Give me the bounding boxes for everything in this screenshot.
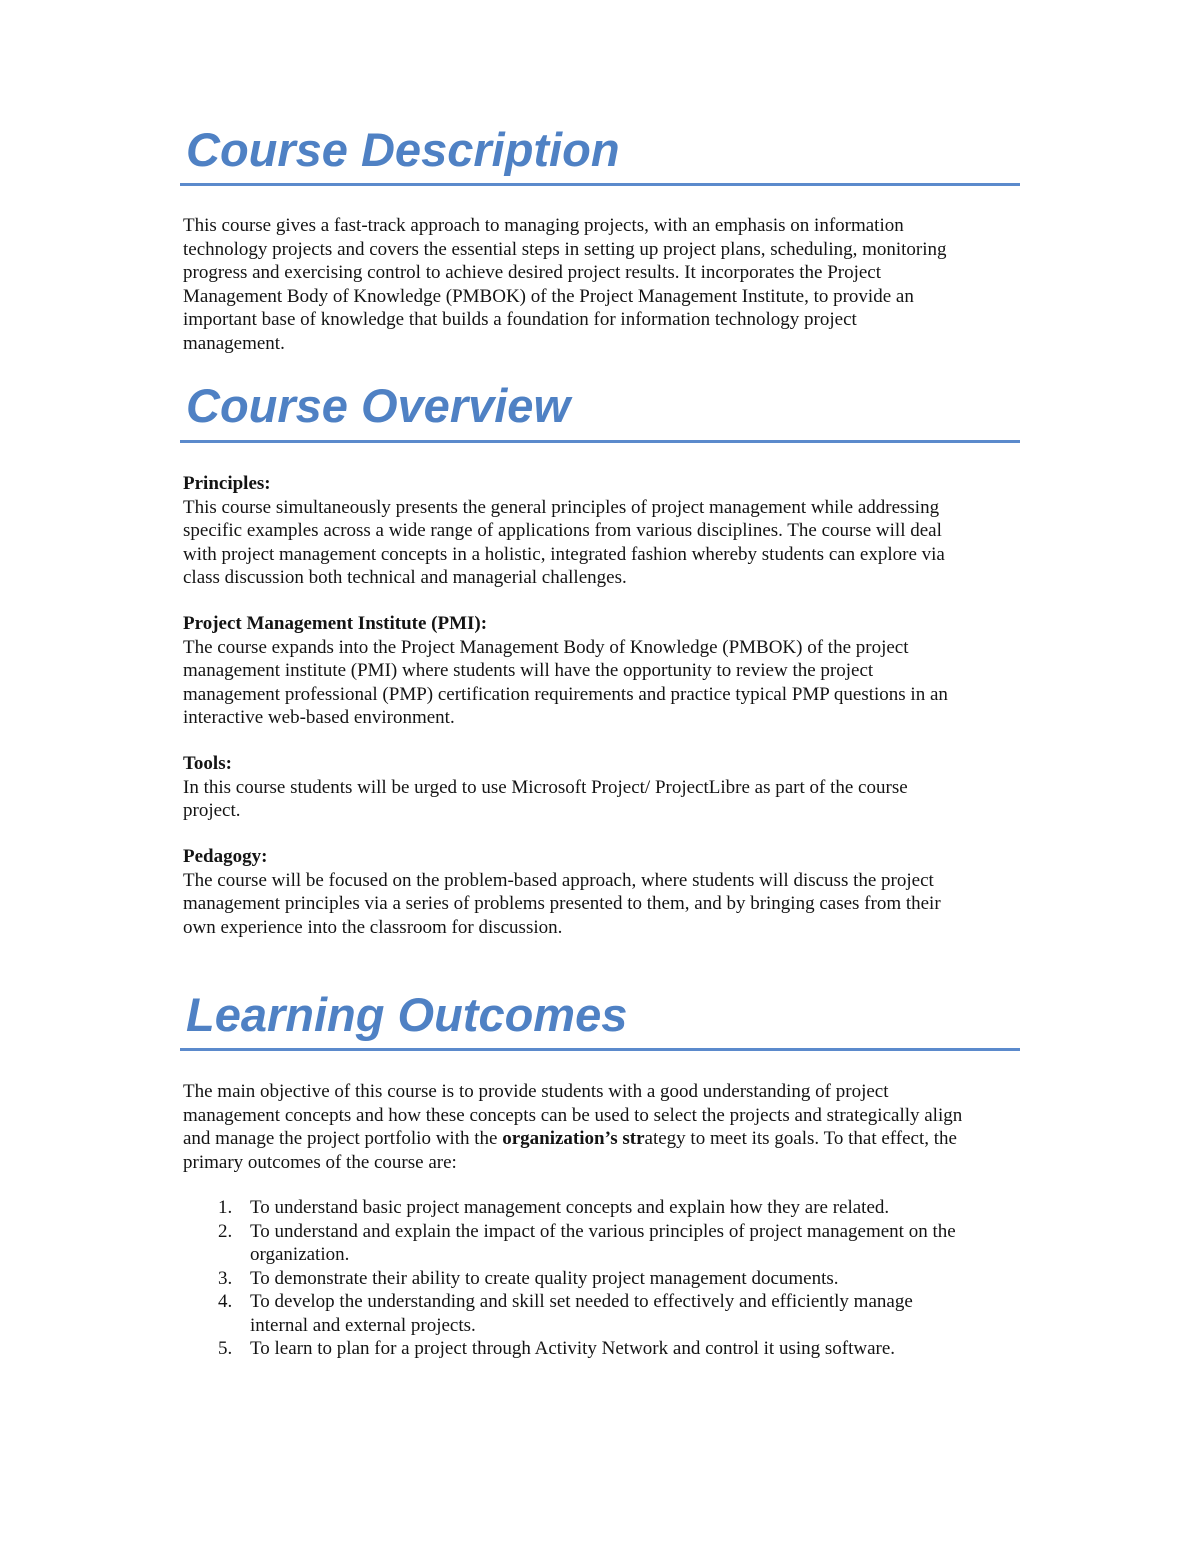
pmi-subheading: Project Management Institute (PMI): bbox=[183, 613, 488, 634]
pedagogy-subheading: Pedagogy: bbox=[183, 846, 268, 867]
text-line: progress and exercising control to achieve desired project results. It incorporates the Project bbox=[183, 262, 882, 283]
list-number: 3. bbox=[218, 1267, 233, 1289]
text-line: To understand basic project management concepts and explain how they are related. bbox=[250, 1197, 890, 1218]
text-line: The course expands into the Project Management Body of Knowledge (PMBOK) of the project bbox=[183, 636, 909, 658]
text-line bbox=[183, 1127, 1023, 1151]
list-item bbox=[183, 1196, 1023, 1220]
list-number: 4. bbox=[218, 1291, 233, 1312]
text-line: specific examples across a wide range of applications from various disciplines. The course will deal bbox=[183, 520, 942, 541]
course-description-heading: Course Description bbox=[186, 123, 620, 176]
text-line: own experience into the classroom for discussion. bbox=[183, 916, 563, 938]
course-description-paragraph bbox=[183, 214, 1023, 355]
list-number: 1. bbox=[218, 1197, 233, 1218]
list-item bbox=[183, 1220, 1023, 1267]
text-line: organization. bbox=[250, 1244, 350, 1265]
list-item bbox=[183, 1337, 1023, 1361]
text-line: primary outcomes of the course are: bbox=[183, 1151, 457, 1173]
text-line: management principles via a series of problems presented to them, and by bringing cases from their bbox=[183, 893, 941, 914]
list-item bbox=[183, 1290, 1023, 1337]
list-number: 2. bbox=[218, 1220, 233, 1242]
text-line: project. bbox=[183, 800, 241, 821]
text-line: To demonstrate their ability to create quality project management documents. bbox=[250, 1267, 839, 1289]
text-line: This course simultaneously presents the general principles of project management while addressing bbox=[183, 496, 940, 518]
text-line: important base of knowledge that builds a foundation for information technology project bbox=[183, 309, 857, 330]
text-line: Management Body of Knowledge (PMBOK) of the Project Management Institute, to provide an bbox=[183, 285, 914, 307]
text-line: class discussion both technical and managerial challenges. bbox=[183, 567, 627, 588]
principles-block bbox=[183, 472, 1023, 590]
text-line: This course gives a fast-track approach to managing projects, with an emphasis on information bbox=[183, 215, 904, 236]
text-line: technology projects and covers the essential steps in setting up project plans, scheduling, monitoring bbox=[183, 238, 947, 260]
list-number: 5. bbox=[218, 1338, 233, 1359]
text-line: management concepts and how these concepts can be used to select the projects and strategically align bbox=[183, 1104, 963, 1126]
tools-block bbox=[183, 752, 1023, 823]
text-run: and manage the project portfolio with the bbox=[183, 1128, 503, 1149]
learning-outcomes-intro bbox=[183, 1080, 1023, 1174]
text-line: To learn to plan for a project through Activity Network and control it using software. bbox=[250, 1338, 896, 1359]
text-line: interactive web-based environment. bbox=[183, 707, 455, 728]
text-line: internal and external projects. bbox=[250, 1314, 476, 1336]
text-line: The main objective of this course is to provide students with a good understanding of project bbox=[183, 1081, 889, 1102]
learning-outcomes-divider bbox=[180, 1048, 1020, 1051]
text-line: management. bbox=[183, 332, 285, 354]
text-line: management professional (PMP) certification requirements and practice typical PMP questions in an bbox=[183, 683, 948, 705]
course-description-divider bbox=[180, 183, 1020, 186]
pmi-block bbox=[183, 612, 1023, 730]
bold-text-run: organization’s str bbox=[502, 1128, 645, 1149]
text-line: To understand and explain the impact of the various principles of project management on the bbox=[250, 1220, 956, 1242]
text-line: with project management concepts in a holistic, integrated fashion whereby students can explore via bbox=[183, 543, 945, 565]
text-line: management institute (PMI) where students will have the opportunity to review the project bbox=[183, 660, 874, 681]
course-overview-divider bbox=[180, 440, 1020, 443]
course-overview-heading: Course Overview bbox=[186, 379, 571, 432]
list-item bbox=[183, 1267, 1023, 1291]
principles-subheading: Principles: bbox=[183, 473, 271, 494]
tools-subheading: Tools: bbox=[183, 753, 232, 774]
learning-outcomes-heading: Learning Outcomes bbox=[186, 988, 628, 1041]
text-line: The course will be focused on the problem-based approach, where students will discuss the project bbox=[183, 869, 934, 891]
text-line: In this course students will be urged to use Microsoft Project/ ProjectLibre as part of the course bbox=[183, 776, 908, 798]
outcomes-list bbox=[183, 1196, 1023, 1361]
pedagogy-block bbox=[183, 845, 1023, 939]
text-line: To develop the understanding and skill set needed to effectively and efficiently manage bbox=[250, 1291, 913, 1312]
text-run: ategy to meet its goals. To that effect, the bbox=[644, 1128, 957, 1149]
